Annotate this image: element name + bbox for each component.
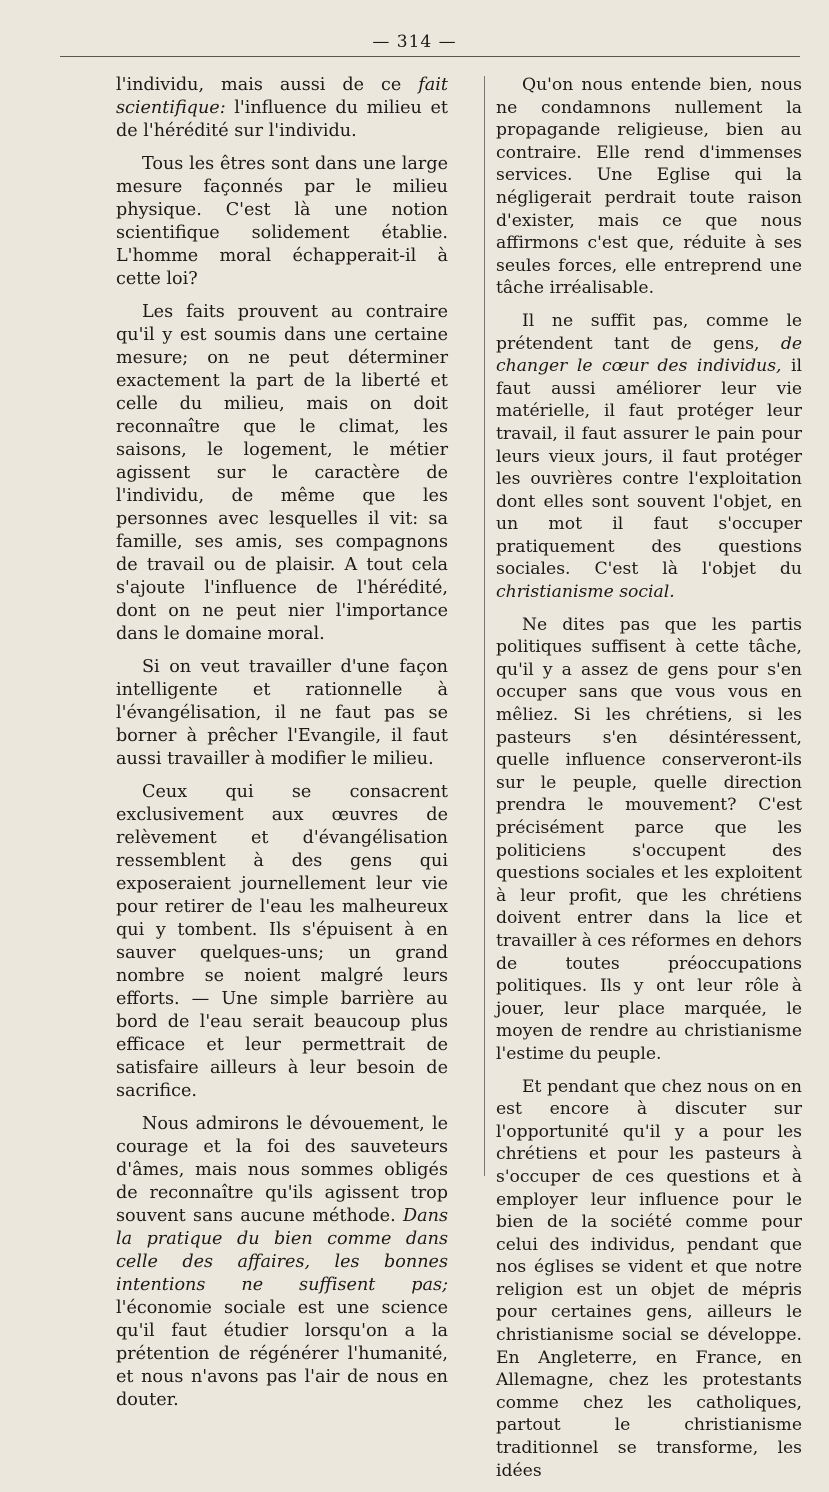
paragraph-text: Qu'on nous entende bien, nous ne condamnons nullement la propagande religieuse, bien au contraire. Elle rend d'immenses services. Une Eglise qui la négligerait perdrait toute raison d'exister, mais ce que nous affirmons c'est que, réduite à ses seules forces, elle entreprend une tâche irréalisable. (496, 75, 802, 299)
left-paragraph (116, 656, 448, 771)
right-paragraph (496, 74, 802, 300)
paragraph-text: Ceux qui se consacrent exclusivement aux œuvres de relèvement et d'évangélisation ressemblent à des gens qui exposeraient journellement leur vie pour retirer de l'eau les malheureux qui y tombent. Ils s'épuisent à en sauver quelques-uns; un grand nombre se noient malgré leurs efforts. — Une simple barrière au bord de l'eau serait beaucoup plus efficace et leur permettrait de satisfaire ailleurs à leur besoin de sacrifice. (116, 782, 448, 1101)
paragraph-text: Et pendant que chez nous on en est encore à discuter sur l'opportunité qu'il y a pour les chrétiens et pour les pasteurs à s'occuper de ces questions et à employer leur influence pour le bien de la société comme pour celui des individus, pendant que nos églises se vident et que notre religion est un objet de mépris pour certaines gens, ailleurs le christianisme social se développe. En Angleterre, en France, en Allemagne, chez les protestants comme chez les catholiques, partout le christianisme traditionnel se transforme, les idées (496, 1076, 802, 1481)
italic-text: fait scientifique: (116, 75, 448, 118)
paragraph-text: Si on veut travailler d'une façon intelligente et rationnelle à l'évangélisation, il ne faut pas se borner à prêcher l'Evangile, il faut aussi travailler à modifier le milieu. (116, 657, 448, 769)
column-divider (484, 76, 485, 1176)
left-paragraph (116, 1113, 448, 1412)
italic-text: de changer le cœur des individus, (496, 333, 802, 377)
left-paragraph (116, 301, 448, 646)
right-column (496, 74, 802, 1492)
paragraph-text: l'économie sociale est une science qu'il faut étudier lorsqu'on a la prétention de régénérer l'humanité, et nous n'avons pas l'air de nous en douter. (116, 1298, 448, 1410)
header-rule (60, 56, 800, 57)
page-number: — 314 — (372, 32, 457, 52)
left-paragraph (116, 153, 448, 291)
paragraph-text: Tous les êtres sont dans une large mesure façonnés par le milieu physique. C'est là une notion scientifique solidement établie. L'homme moral échapperait-il à cette loi? (116, 154, 448, 289)
left-paragraph (116, 74, 448, 143)
left-paragraph (116, 781, 448, 1103)
paragraph-text: l'influence du milieu et de l'hérédité sur l'individu. (116, 98, 448, 141)
right-paragraph (496, 614, 802, 1066)
left-column (116, 74, 448, 1422)
right-paragraph (496, 1076, 802, 1483)
paragraph-text: Nous admirons le dévouement, le courage et la foi des sauveteurs d'âmes, mais nous sommes obligés de reconnaître qu'ils agissent trop souvent sans aucune méthode. (116, 1114, 448, 1226)
paragraph-text: Ne dites pas que les partis politiques suffisent à cette tâche, qu'il y a assez de gens pour s'en occuper sans que vous vous en mêliez. Si les chrétiens, si les pasteurs s'en désintéressent, quelle influence conserveront-ils sur le peuple, quelle direction prendra le mouvement? C'est précisément parce que les politiciens s'occupent des questions sociales et les exploitent à leur profit, que les chrétiens doivent entrer dans la lice et travailler à ces réformes en dehors de toutes préoccupations politiques. Ils y ont leur rôle à jouer, leur place marquée, le moyen de rendre au christianisme l'estime du peuple. (496, 614, 802, 1064)
paragraph-text: Les faits prouvent au contraire qu'il y est soumis dans une certaine mesure; on ne peut déterminer exactement la part de la liberté et celle du milieu, mais on doit reconnaître que le climat, les saisons, le logement, le métier agissent sur le caractère de l'individu, de même que les personnes avec lesquelles il vit: sa famille, ses amis, ses compagnons de travail ou de plaisir. A tout cela s'ajoute l'influence de l'hérédité, dont on ne peut nier l'importance dans le domaine moral. (116, 302, 448, 644)
paragraph-text: il faut aussi améliorer leur vie matérielle, il faut protéger leur travail, il faut assurer le pain pour leurs vieux jours, il faut protéger les ouvrières contre l'exploitation dont elles sont souvent l'objet, en un mot il faut s'occuper pratiquement des questions sociales. C'est là l'objet du (496, 356, 802, 580)
paragraph-text: l'individu, mais aussi de ce (116, 75, 419, 95)
right-paragraph (496, 310, 802, 604)
italic-text: christianisme social. (496, 582, 675, 603)
italic-text: Dans la pratique du bien comme dans celle des affaires, les bonnes intentions ne suffisent pas; (116, 1206, 448, 1295)
paragraph-text: Il ne suffit pas, comme le prétendent tant de gens, (496, 310, 802, 354)
